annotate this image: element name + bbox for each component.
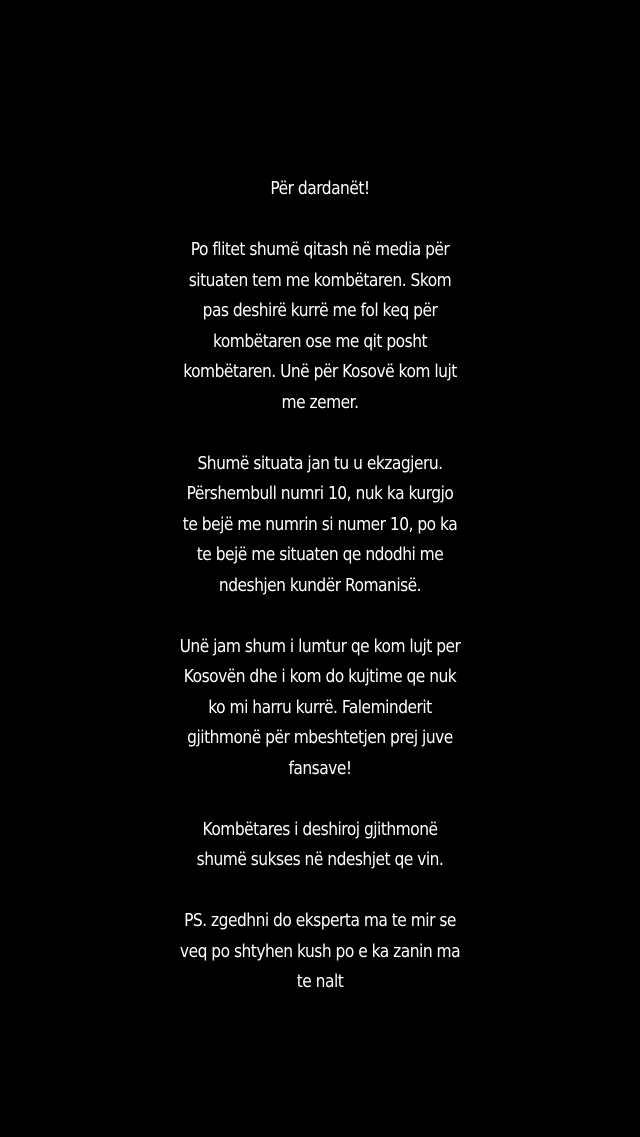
text-line: Për dardanët! xyxy=(270,178,370,199)
text-line: Shumë situata jan tu u ekzagjeru. xyxy=(197,452,443,474)
paragraph-situations xyxy=(45,449,595,602)
text-line: Unë jam shum i lumtur qe kom lujt per xyxy=(179,635,461,657)
text-line: Përshembull numri 10, nuk ka kurgjo xyxy=(186,483,454,504)
paragraph-media xyxy=(45,235,595,418)
text-line: Kosovën dhe i kom do kujtime qe nuk xyxy=(183,666,457,687)
text-line: Po flitet shumë qitash në media për xyxy=(190,239,450,260)
paragraph-greeting xyxy=(45,174,595,205)
text-line: ndeshjen kundër Romanisë. xyxy=(218,574,422,596)
text-line: te nalt xyxy=(296,971,344,992)
text-line: te bejë me numrin si numer 10, po ka xyxy=(182,513,458,535)
text-line: PS. zgedhni do eksperta ma te mir se xyxy=(184,910,456,931)
text-line: me zemer. xyxy=(281,391,359,413)
text-line: pas deshirë kurrë me fol keq për xyxy=(202,300,438,321)
text-line: gjithmonë për mbeshtetjen prej juve xyxy=(187,727,453,748)
text-line: te bejë me situaten qe ndodhi me xyxy=(196,544,444,565)
text-line: veq po shtyhen kush po e ka zanin ma xyxy=(179,940,461,962)
text-line: fansave! xyxy=(288,757,352,779)
paragraph-gratitude xyxy=(45,632,595,785)
text-line: kombëtaren ose me qit posht xyxy=(212,330,428,352)
story-text-block xyxy=(45,174,595,1028)
paragraph-postscript xyxy=(45,906,595,998)
text-line: ko mi harru kurrë. Faleminderit xyxy=(208,696,432,718)
text-line: situaten tem me kombëtaren. Skom xyxy=(188,269,452,291)
text-line: kombëtaren. Unë për Kosovë kom lujt xyxy=(183,361,457,382)
paragraph-wishes xyxy=(45,815,595,876)
text-line: Kombëtares i deshiroj gjithmonë xyxy=(202,818,438,840)
text-line: shumë sukses në ndeshjet qe vin. xyxy=(196,849,444,870)
